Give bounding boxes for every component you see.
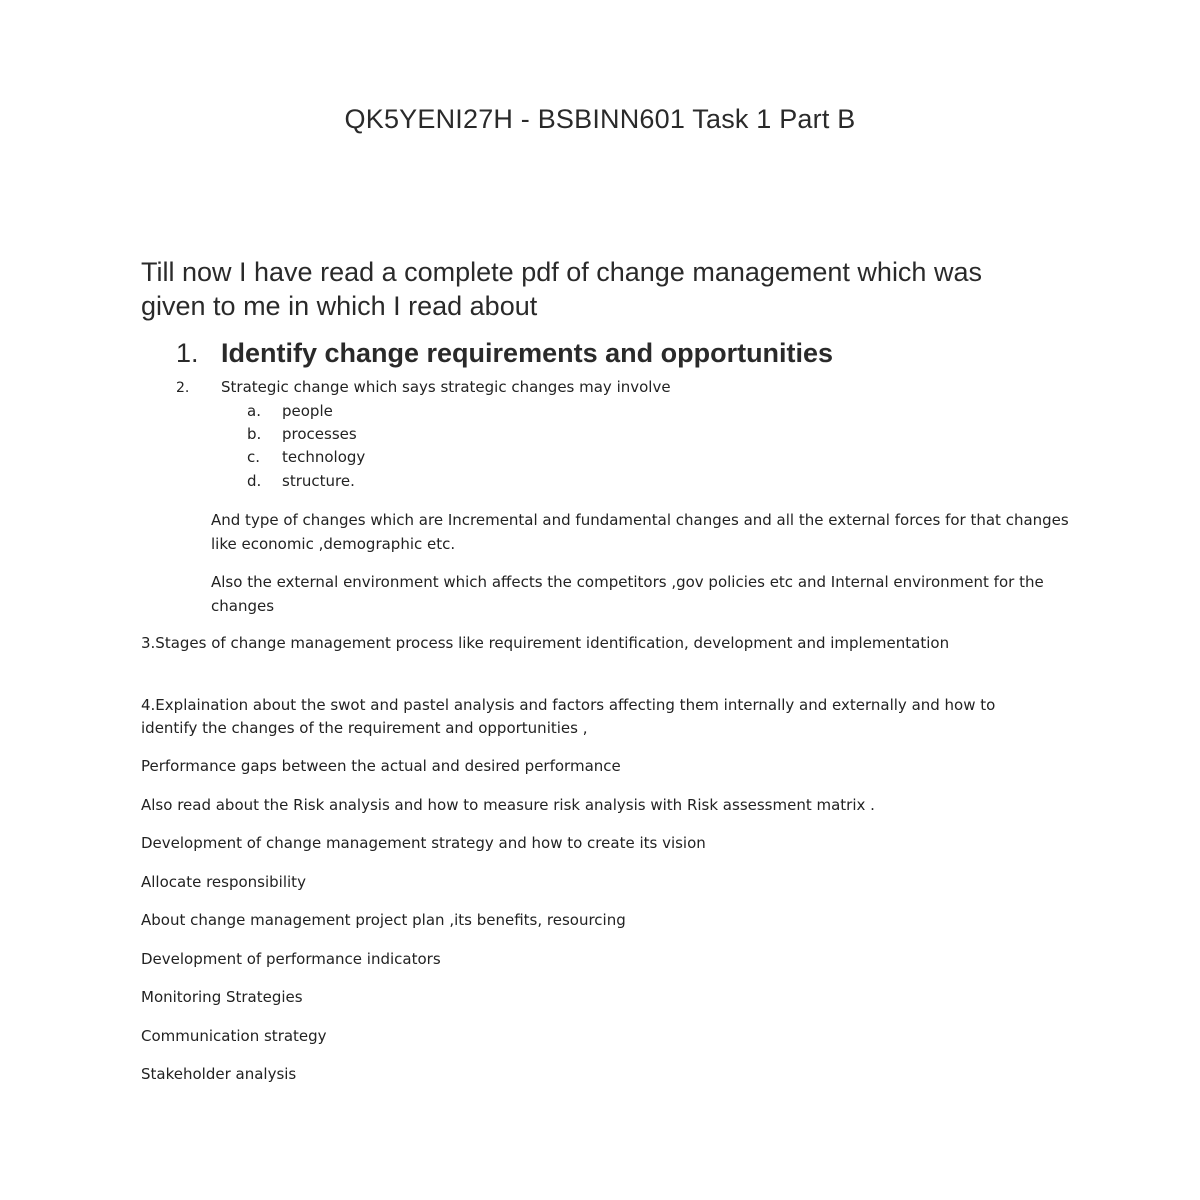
text-line: Also read about the Risk analysis and how to measure risk analysis with Risk assessment matrix . bbox=[141, 796, 875, 814]
list-item-2-text: Strategic change which says strategic changes may involve bbox=[221, 378, 671, 396]
intro-paragraph: Till now I have read a complete pdf of change management which was given to me in which I read about bbox=[141, 257, 982, 321]
list-item-1-heading: Identify change requirements and opportunities bbox=[221, 338, 834, 368]
sub-item-a bbox=[247, 402, 333, 420]
sub-item-letter: b. bbox=[247, 425, 262, 443]
text-line: Communication strategy bbox=[141, 1027, 327, 1045]
sub-item-text: structure. bbox=[282, 472, 355, 490]
text-line: Allocate responsibility bbox=[141, 873, 306, 891]
sub-item-text: technology bbox=[282, 448, 366, 466]
text-line: Performance gaps between the actual and desired performance bbox=[141, 757, 621, 775]
sub-item-d bbox=[247, 472, 355, 490]
sub-item-text: people bbox=[282, 402, 333, 420]
list-item-1-number: 1. bbox=[176, 338, 199, 368]
text-line: Stakeholder analysis bbox=[141, 1065, 297, 1083]
text-line: Monitoring Strategies bbox=[141, 988, 303, 1006]
text-line: About change management project plan ,its benefits, resourcing bbox=[141, 911, 626, 929]
sub-item-text: processes bbox=[282, 425, 357, 443]
list-item-2-number: 2. bbox=[176, 380, 190, 396]
list-item-4: 4.Explaination about the swot and pastel analysis and factors affecting them internally and externally and how to identify the changes of the requirement and opportunities , bbox=[141, 696, 996, 737]
text-line: Development of change management strategy and how to create its vision bbox=[141, 834, 706, 852]
sub-item-letter: a. bbox=[247, 402, 261, 420]
document-title: QK5YENI27H - BSBINN601 Task 1 Part B bbox=[344, 104, 856, 134]
list-item-3: 3.Stages of change management process like requirement identification, development and implementation bbox=[141, 634, 950, 652]
paragraph-environment: Also the external environment which affects the competitors ,gov policies etc and Internal environment for the changes bbox=[211, 573, 1044, 615]
list-item-2 bbox=[176, 378, 671, 396]
sub-item-c bbox=[247, 448, 365, 466]
text-line: Development of performance indicators bbox=[141, 950, 441, 968]
paragraph-change-types: And type of changes which are Incremental and fundamental changes and all the external forces for that changes like economic ,demographic etc. bbox=[211, 511, 1069, 553]
list-item-1 bbox=[176, 338, 833, 369]
sub-item-b bbox=[247, 425, 357, 443]
sub-item-letter: c. bbox=[247, 448, 261, 466]
sub-item-letter: d. bbox=[247, 472, 262, 490]
